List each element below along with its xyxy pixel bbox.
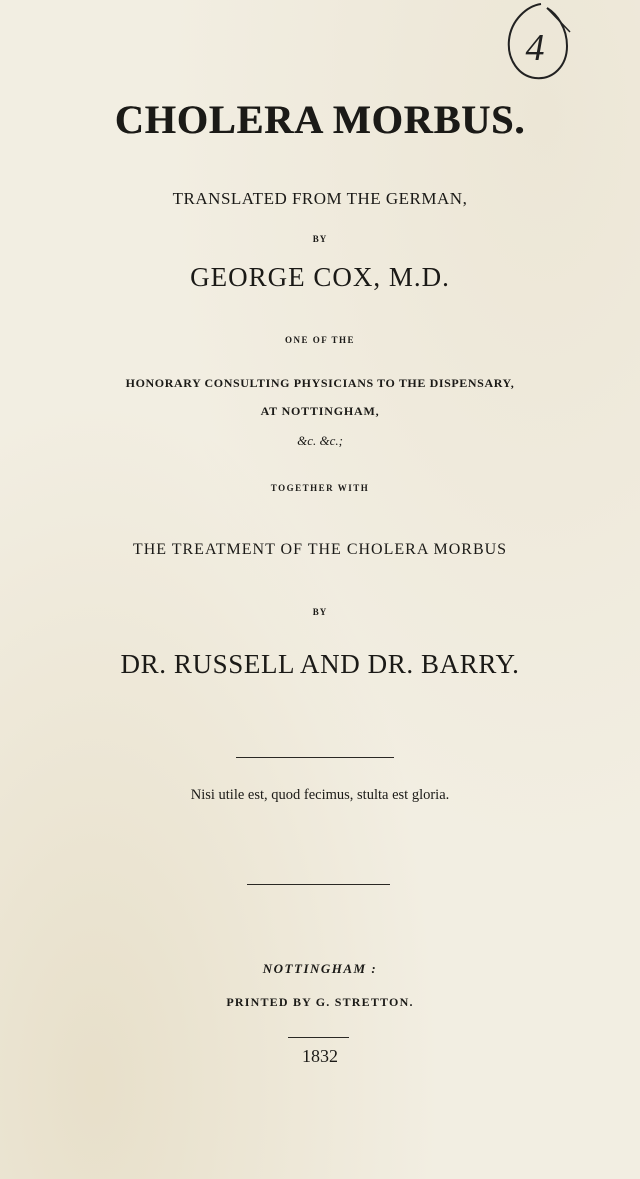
catalog-number-mark <box>497 2 573 82</box>
imprint-printer: PRINTED BY G. STRETTON. <box>226 995 414 1009</box>
by-label-2: BY <box>312 607 328 617</box>
publication-year: 1832 <box>302 1046 338 1066</box>
one-of-the-label: ONE OF THE <box>284 335 355 345</box>
imprint-city: NOTTINGHAM : <box>262 961 378 976</box>
divider-rule <box>288 1037 349 1038</box>
divider-rule <box>236 757 394 758</box>
author-position: HONORARY CONSULTING PHYSICIANS TO THE DISPENSARY, <box>125 376 515 390</box>
catalog-number-text: 4 <box>525 27 545 69</box>
treatment-authors: DR. RUSSELL AND DR. BARRY. <box>120 649 520 679</box>
book-title: CHOLERA MORBUS. <box>114 97 526 142</box>
latin-motto: Nisi utile est, quod fecimus, stulta est gloria. <box>190 787 450 803</box>
translation-note: TRANSLATED FROM THE GERMAN, <box>172 189 468 208</box>
treatment-title: THE TREATMENT OF THE CHOLERA MORBUS <box>132 541 508 558</box>
author-name: GEORGE COX, M.D. <box>190 262 450 292</box>
etc-text: &c. &c.; <box>297 433 343 448</box>
together-with-label: TOGETHER WITH <box>270 483 370 493</box>
divider-rule <box>247 884 390 885</box>
by-label: BY <box>312 234 328 244</box>
author-place: AT NOTTINGHAM, <box>260 404 380 418</box>
